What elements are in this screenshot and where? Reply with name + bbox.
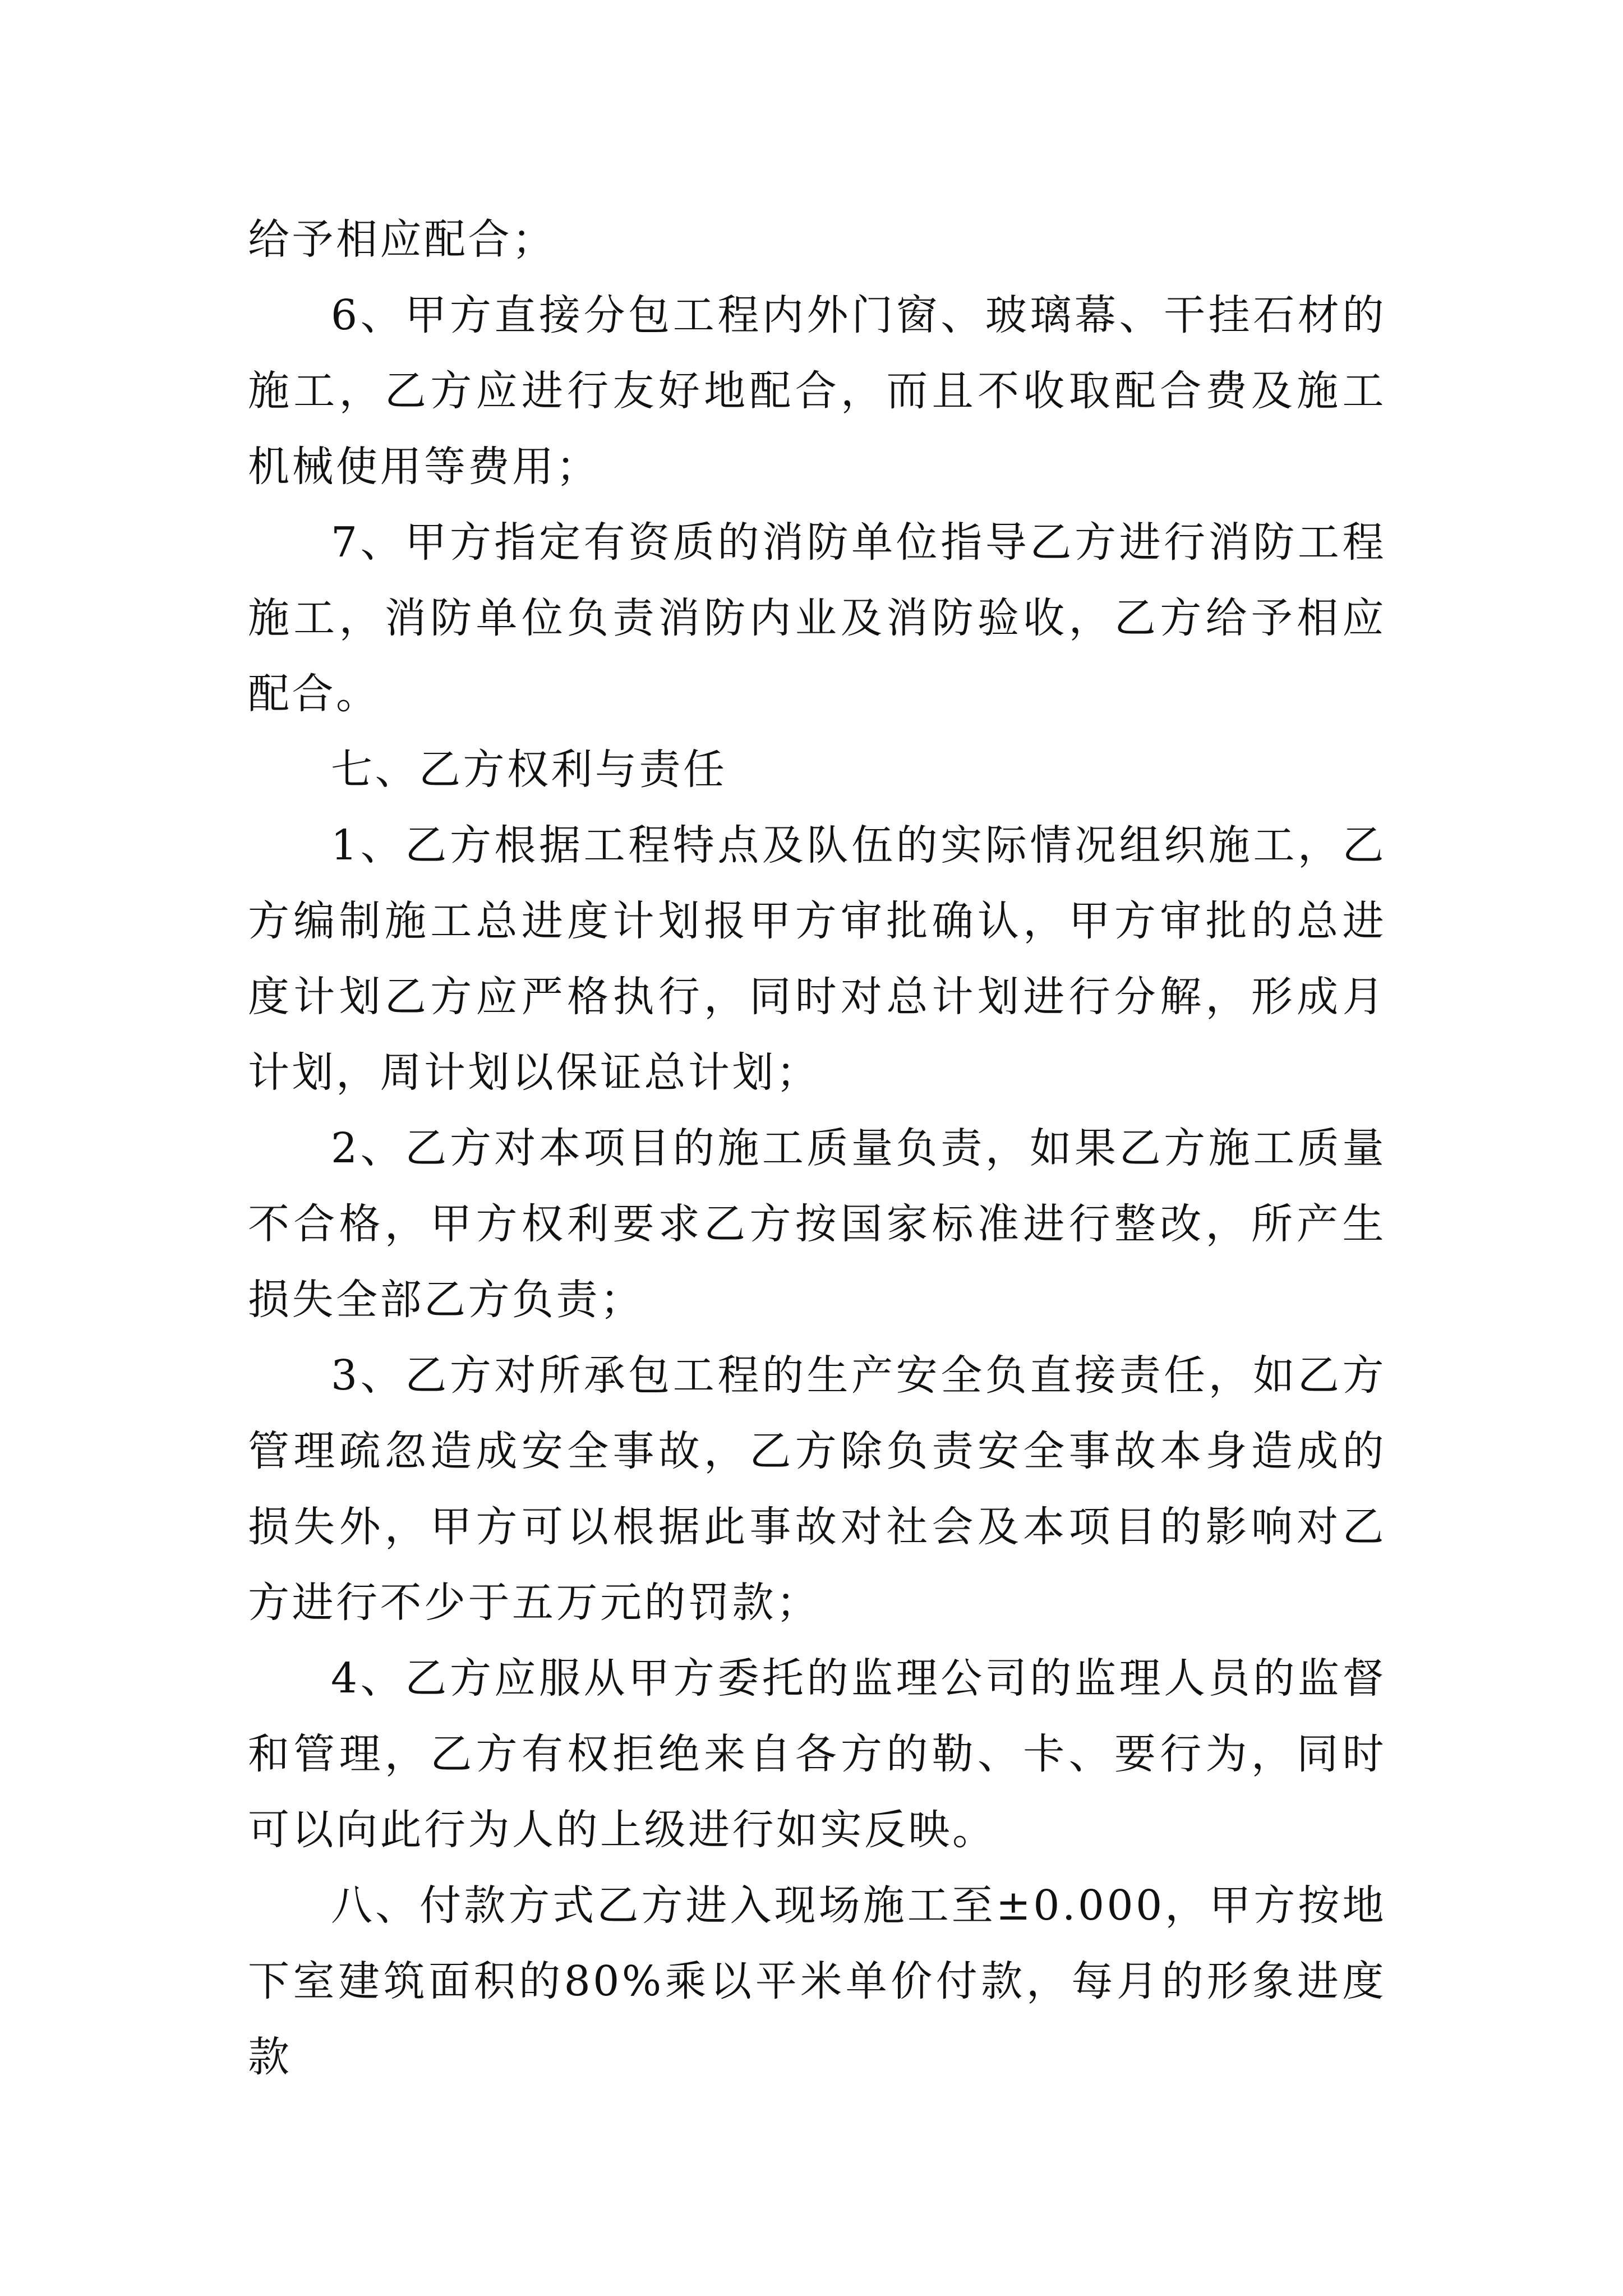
section-heading-7: 七、乙方权利与责任 xyxy=(331,746,727,794)
paragraph-clause-2: 2、乙方对本项目的施工质量负责，如果乙方施工质量不合格，甲方权利要求乙方按国家标准进行整改，所产生损失全部乙方负责； xyxy=(248,1124,1386,1324)
paragraph-clause-4: 4、乙方应服从甲方委托的监理公司的监理人员的监督和管理，乙方有权拒绝来自各方的勒、卡、要行为，同时可以向此行为人的上级进行如实反映。 xyxy=(248,1654,1386,1854)
paragraph-clause-1: 1、乙方根据工程特点及队伍的实际情况组织施工，乙方编制施工总进度计划报甲方审批确认，甲方审批的总进度计划乙方应严格执行，同时对总计划进行分解，形成月计划，周计划以保证总计划； xyxy=(248,821,1386,1097)
paragraph-clause-3: 3、乙方对所承包工程的生产安全负直接责任，如乙方管理疏忽造成安全事故，乙方除负责安全事故本身造成的损失外，甲方可以根据此事故对社会及本项目的影响对乙方进行不少于五万元的罚款； xyxy=(248,1351,1386,1627)
paragraph-clause-7: 7、甲方指定有资质的消防单位指导乙方进行消防工程施工，消防单位负责消防内业及消防验收，乙方给予相应配合。 xyxy=(248,518,1386,718)
paragraph-clause-6: 6、甲方直接分包工程内外门窗、玻璃幕、干挂石材的施工，乙方应进行友好地配合，而且不收取配合费及施工机械使用等费用； xyxy=(248,291,1386,491)
paragraph-payment-terms: 八、付款方式乙方进入现场施工至±0.000，甲方按地下室建筑面积的80%乘以平米单价付款，每月的形象进度款 xyxy=(248,1881,1386,2081)
paragraph-continuation: 给予相应配合； xyxy=(248,215,556,264)
document-body xyxy=(248,202,1386,2095)
